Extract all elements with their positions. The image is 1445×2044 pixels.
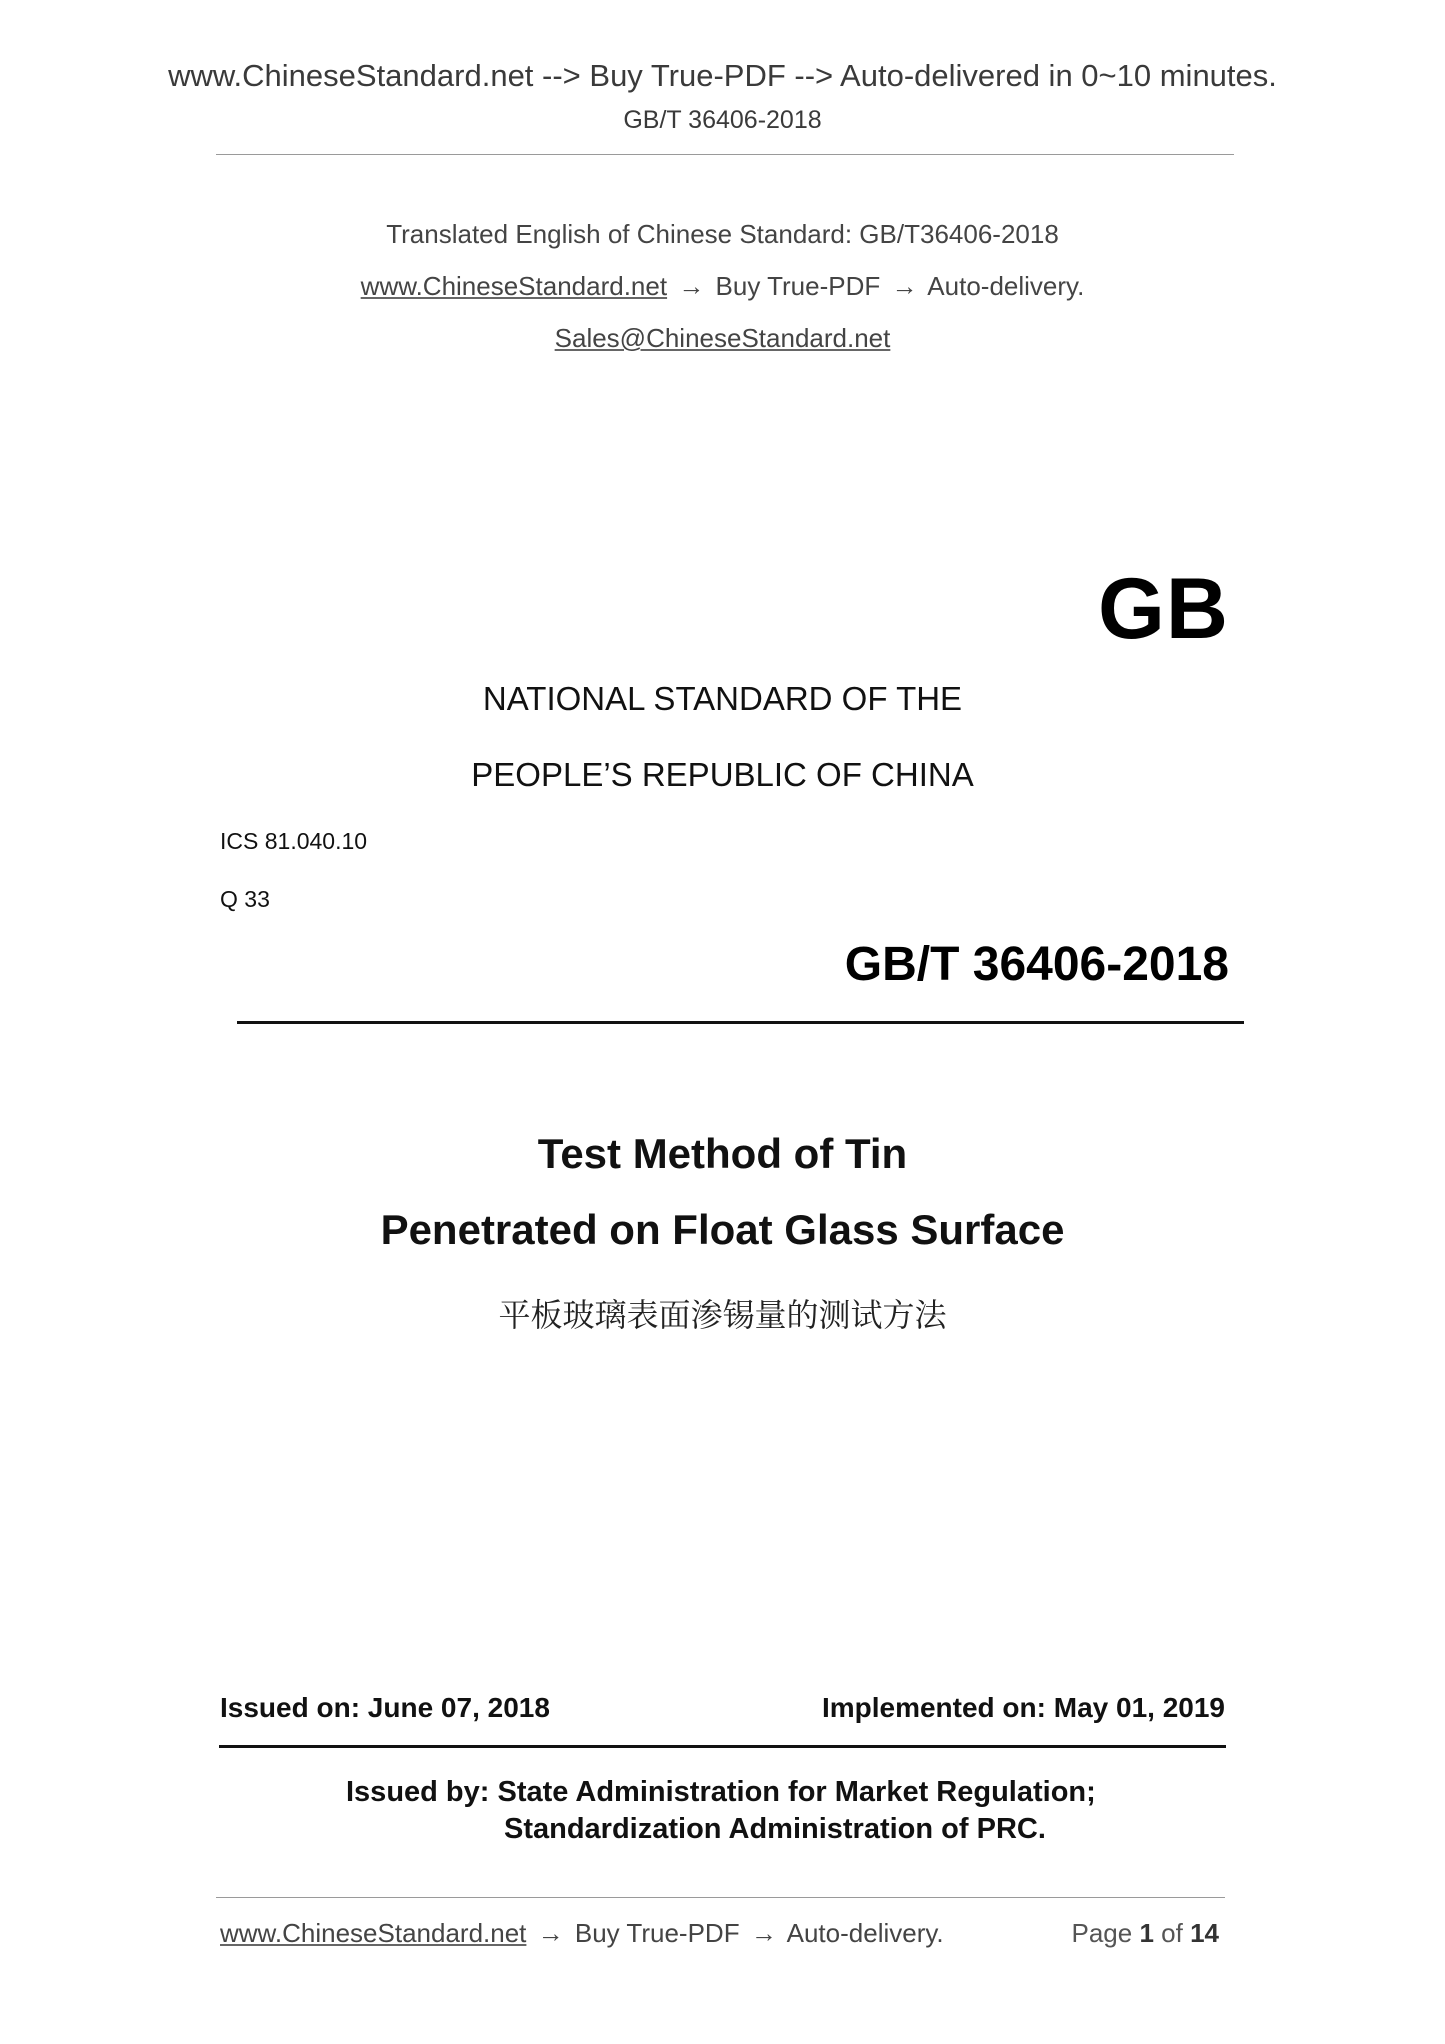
page-indicator — [1071, 1918, 1219, 1949]
document-title-chinese: 平板玻璃表面渗锡量的测试方法 — [498, 1296, 947, 1334]
footer-divider — [216, 1897, 1225, 1898]
footer-links — [220, 1918, 944, 1949]
translation-title: Translated English of Chinese Standard: GB/T36406-2018 — [386, 219, 1059, 249]
page-of: of — [1161, 1918, 1183, 1948]
footer-delivery-text: Auto-delivery. — [786, 1918, 944, 1948]
arrow-right-icon: → — [678, 271, 705, 301]
national-standard-line2: PEOPLE’S REPUBLIC OF CHINA — [471, 756, 974, 793]
issuer-line1: Issued by: State Administration for Market Regulation; — [346, 1776, 1096, 1808]
translation-links — [0, 271, 1445, 302]
header-standard-code: GB/T 36406-2018 — [623, 106, 822, 134]
issued-on-date: Issued on: June 07, 2018 — [220, 1692, 550, 1723]
page-current: 1 — [1139, 1918, 1154, 1948]
standard-number: GB/T 36406-2018 — [844, 938, 1229, 991]
document-title-line2: Penetrated on Float Glass Surface — [380, 1206, 1065, 1253]
auto-delivery-text: Auto-delivery. — [927, 271, 1085, 301]
document-title-line1: Test Method of Tin — [537, 1130, 908, 1177]
national-standard-line1: NATIONAL STANDARD OF THE — [482, 680, 963, 717]
dates-divider — [219, 1745, 1226, 1748]
header-banner: www.ChineseStandard.net --> Buy True-PDF --> Auto-delivered in 0~10 minutes. — [168, 58, 1277, 93]
site-link[interactable]: www.ChineseStandard.net — [360, 271, 668, 301]
email-line — [0, 323, 1445, 354]
implemented-on-date: Implemented on: May 01, 2019 — [821, 1692, 1225, 1723]
issuer-line2: Standardization Administration of PRC. — [504, 1813, 1046, 1845]
header-divider — [216, 154, 1234, 155]
q-code: Q 33 — [220, 886, 270, 912]
arrow-right-icon: → — [750, 1918, 777, 1948]
ics-code: ICS 81.040.10 — [220, 828, 368, 854]
footer-site-link[interactable]: www.ChineseStandard.net — [220, 1918, 527, 1948]
page-word: Page — [1071, 1918, 1133, 1948]
arrow-right-icon: → — [537, 1918, 564, 1948]
footer-buy-text: Buy True-PDF — [574, 1918, 740, 1948]
sales-email-link[interactable]: Sales@ChineseStandard.net — [554, 323, 891, 353]
gb-mark: GB — [1098, 561, 1229, 657]
page-total: 14 — [1190, 1918, 1219, 1948]
standard-number-divider — [237, 1021, 1244, 1024]
arrow-right-icon: → — [891, 271, 918, 301]
buy-true-pdf-text: Buy True-PDF — [715, 271, 881, 301]
